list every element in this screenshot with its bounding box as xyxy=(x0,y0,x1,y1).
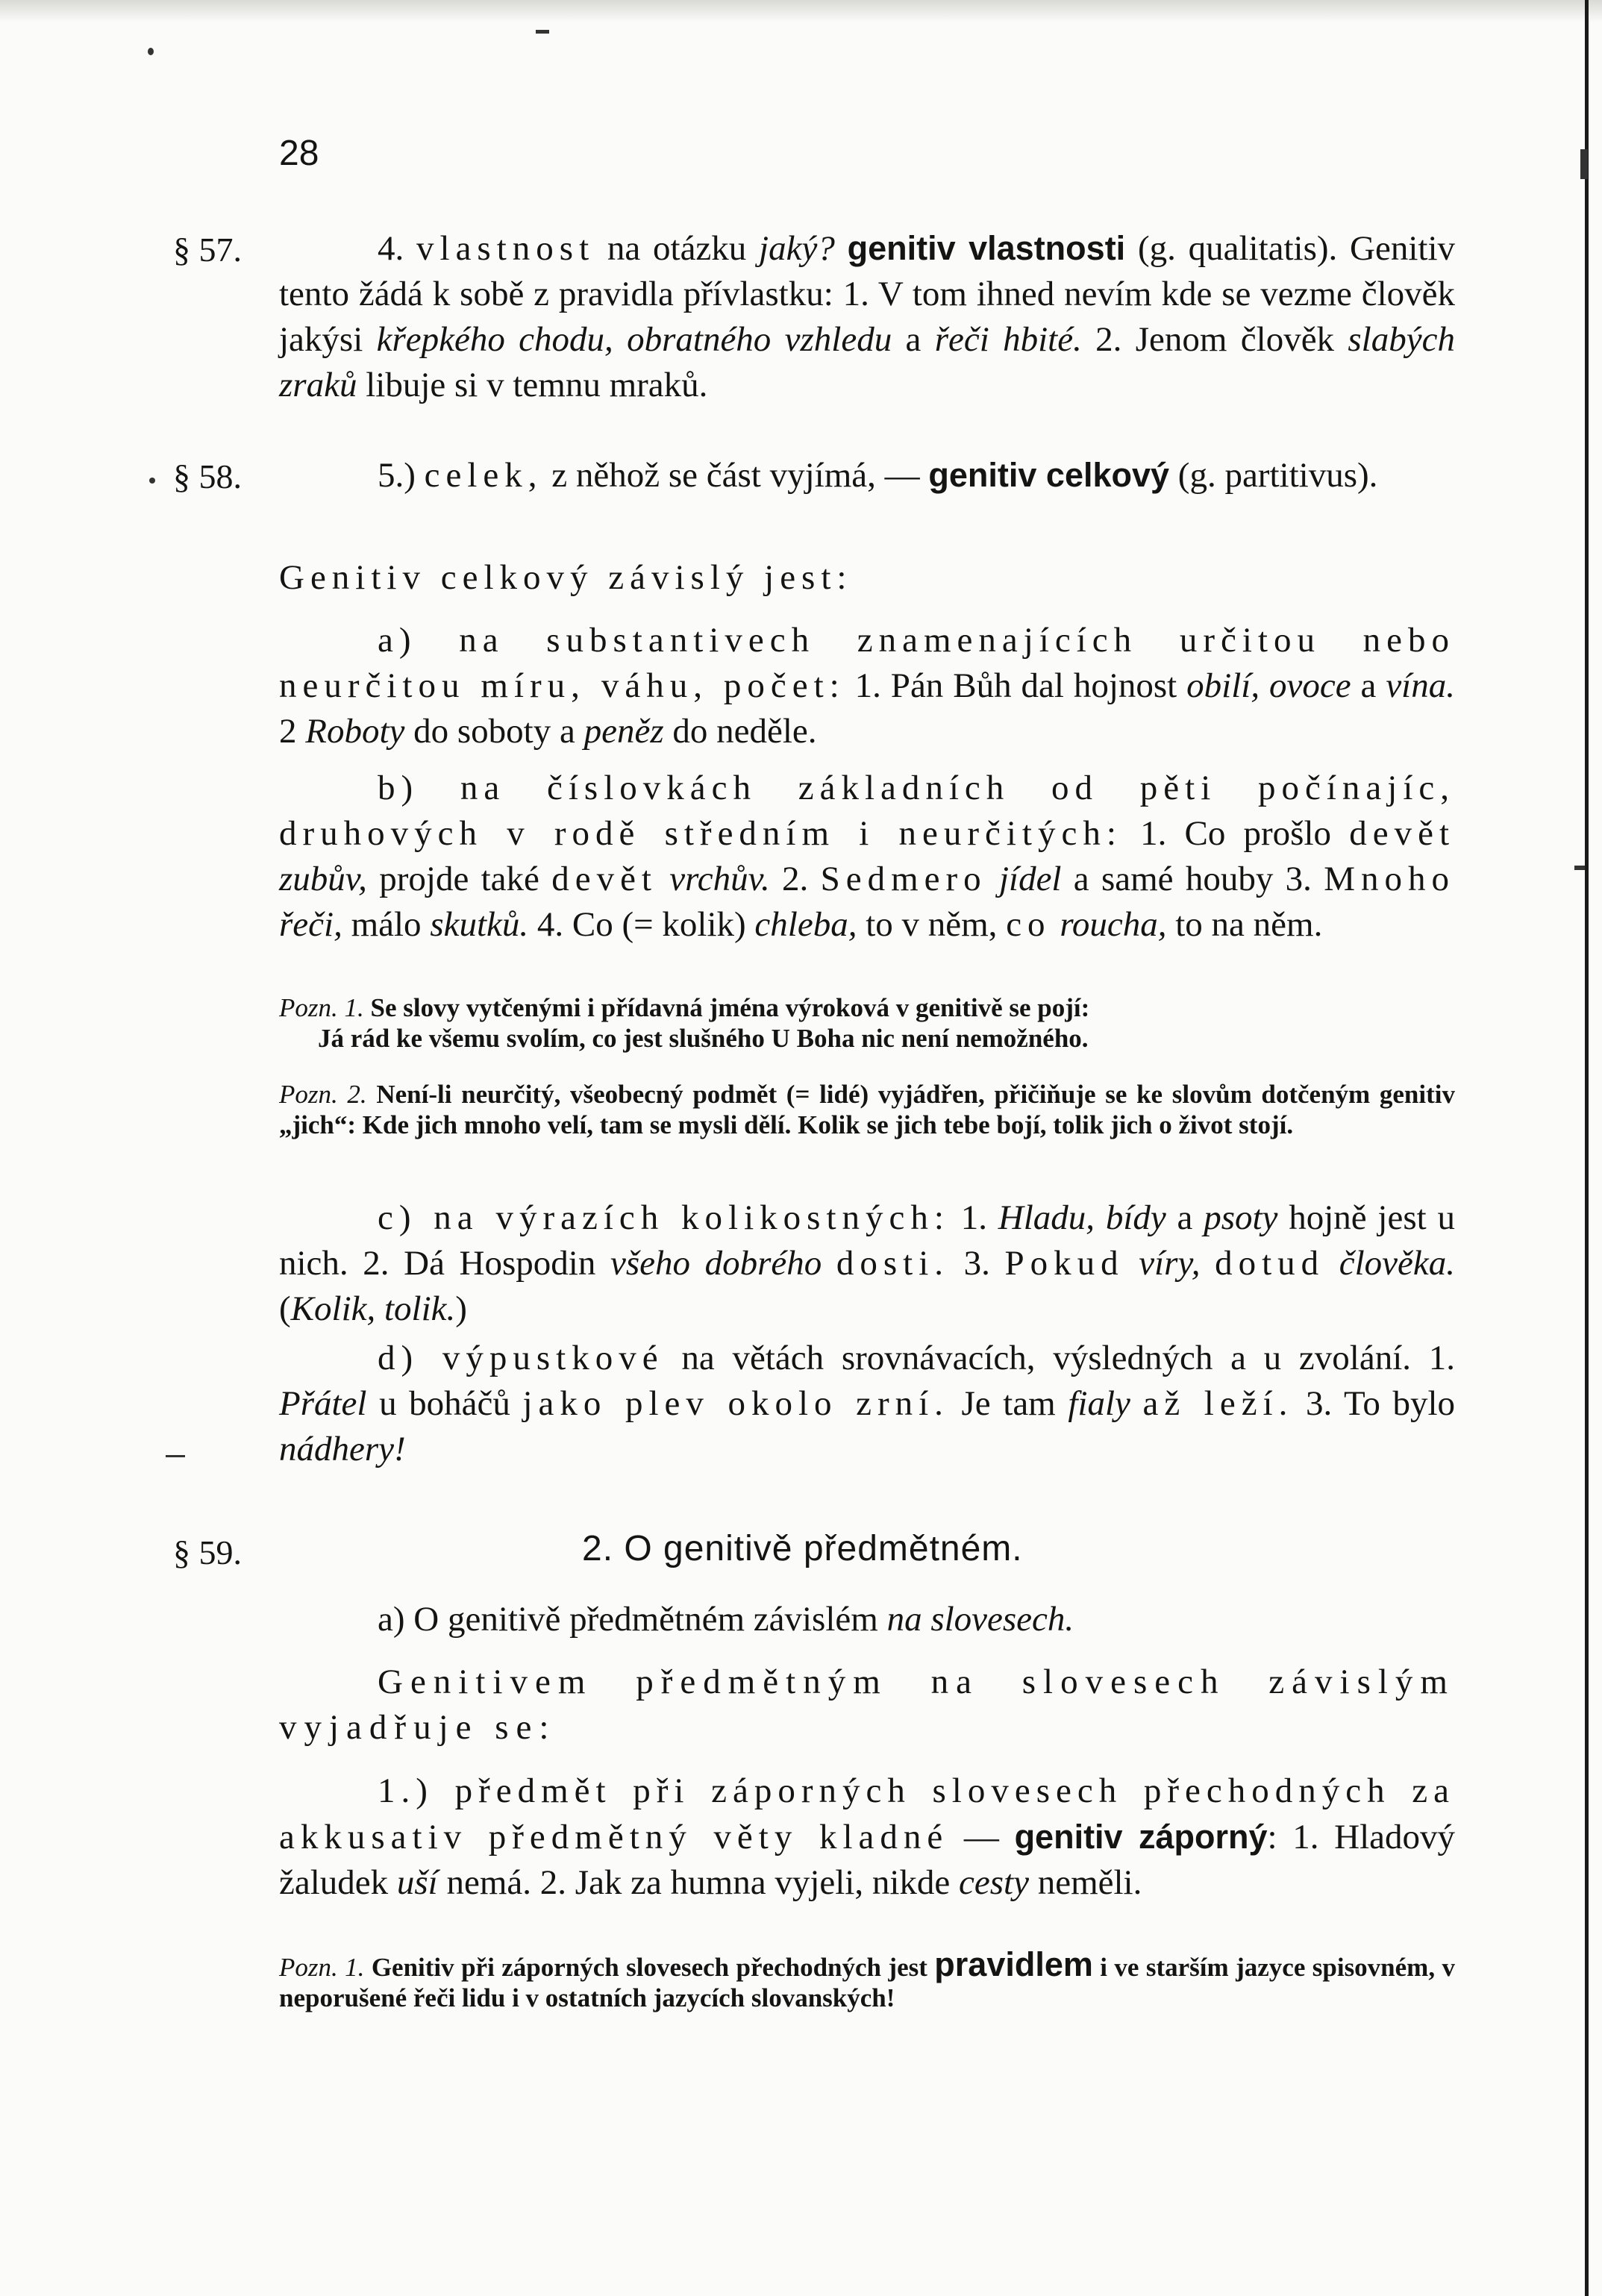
speck xyxy=(536,30,549,34)
paragraph-a: a) na substantivech znamenajících určitou nebo neurčitou míru, váhu, počet: 1. Pán Bůh dal hojnost obilí, ovoce a vína. 2 Roboty do soboty a peněz do neděle. xyxy=(279,621,1455,751)
page-number: 28 xyxy=(279,134,319,173)
scan-top-shadow xyxy=(0,0,1602,22)
note-2: Pozn. 2. Není-li neurčitý, všeobecný podmět (= lidé) vyjádřen, přičiňuje se ke slovům dotčeným genitiv „jich“: Kde jich mnoho velí, tam se mysli dělí. Kolik se jich tebe bojí, tolik jich o život stojí. xyxy=(279,1080,1455,1139)
speck xyxy=(166,1455,185,1457)
paragraph-d: d) výpustkové na větách srovnávacích, výsledných a u zvolání. 1. Přátel u boháčů jako plev okolo zrní. Je tam fialy až leží. 3. To bylo nádhery! xyxy=(279,1339,1456,1468)
subheading-a: a) O genitivě předmětném závislém na slovesech. xyxy=(378,1600,1074,1639)
scan-right-edge xyxy=(1585,0,1589,2296)
section-57-text: 4. vlastnost na otázku jaký? genitiv vlastnosti (g. qualitatis). Genitiv tento žádá k sobě z pravidla přívlastku: 1. V tom ihned nevím kde se vezme člověk jakýsi křepkého chodu, obratného vzhledu a řeči hbité. 2. Jenom člověk slabých zraků libuje si v temnu mraků. xyxy=(279,229,1456,404)
speck xyxy=(148,48,154,55)
section-58-intro: Genitiv celkový závislý jest: xyxy=(279,558,853,597)
section-heading: 2. O genitivě předmětném. xyxy=(582,1529,1023,1568)
paragraph-c: c) na výrazích kolikostných: 1. Hladu, bídy a psoty hojně jest u nich. 2. Dá Hospodin všeho dobrého dosti. 3. Pokud víry, dotud člověka. (Kolik, tolik.) xyxy=(279,1198,1456,1328)
paragraph-1: 1.) předmět při záporných slovesech přechodných za akkusativ předmětný věty kladné — genitiv záporný: 1. Hladový žaludek uší nemá. 2. Jak za humna vyjeli, nikde cesty neměli. xyxy=(279,1771,1455,1902)
speck xyxy=(1580,149,1588,179)
section-59-intro: Genitivem předmětným na slovesech závislým vyjadřuje se: xyxy=(279,1662,1455,1747)
speck xyxy=(149,478,155,484)
note-3: Pozn. 1. Genitiv při záporných slovesech přechodných jest pravidlem i ve starším jazyce spisovném, v neporušené řeči lidu i v ostatních jazycích slovanských! xyxy=(279,1945,1455,2012)
section-number-59: § 59. xyxy=(173,1533,242,1571)
section-58-text: 5.) celek, z něhož se část vyjímá, — genitiv celkový (g. partitivus). xyxy=(378,456,1378,495)
section-number-57: § 57. xyxy=(173,231,242,269)
paragraph-b: b) na číslovkách základních od pěti počínajíc, druhových v rodě středním i neurčitých: 1. Co prošlo devět zubův, projde také devět vrchův. 2. Sedmero jídel a samé houby 3. Mnoho řeči, málo skutků. 4. Co (= kolik) chleba, to v něm, co roucha, to na něm. xyxy=(279,769,1456,944)
section-number-58: § 58. xyxy=(173,457,242,495)
speck xyxy=(1574,866,1585,870)
note-1: Pozn. 1. Se slovy vytčenými i přídavná jména výroková v genitivě se pojí: Já rád ke všemu svolím, co jest slušného U Boha nic není nemožného. xyxy=(279,993,1090,1053)
